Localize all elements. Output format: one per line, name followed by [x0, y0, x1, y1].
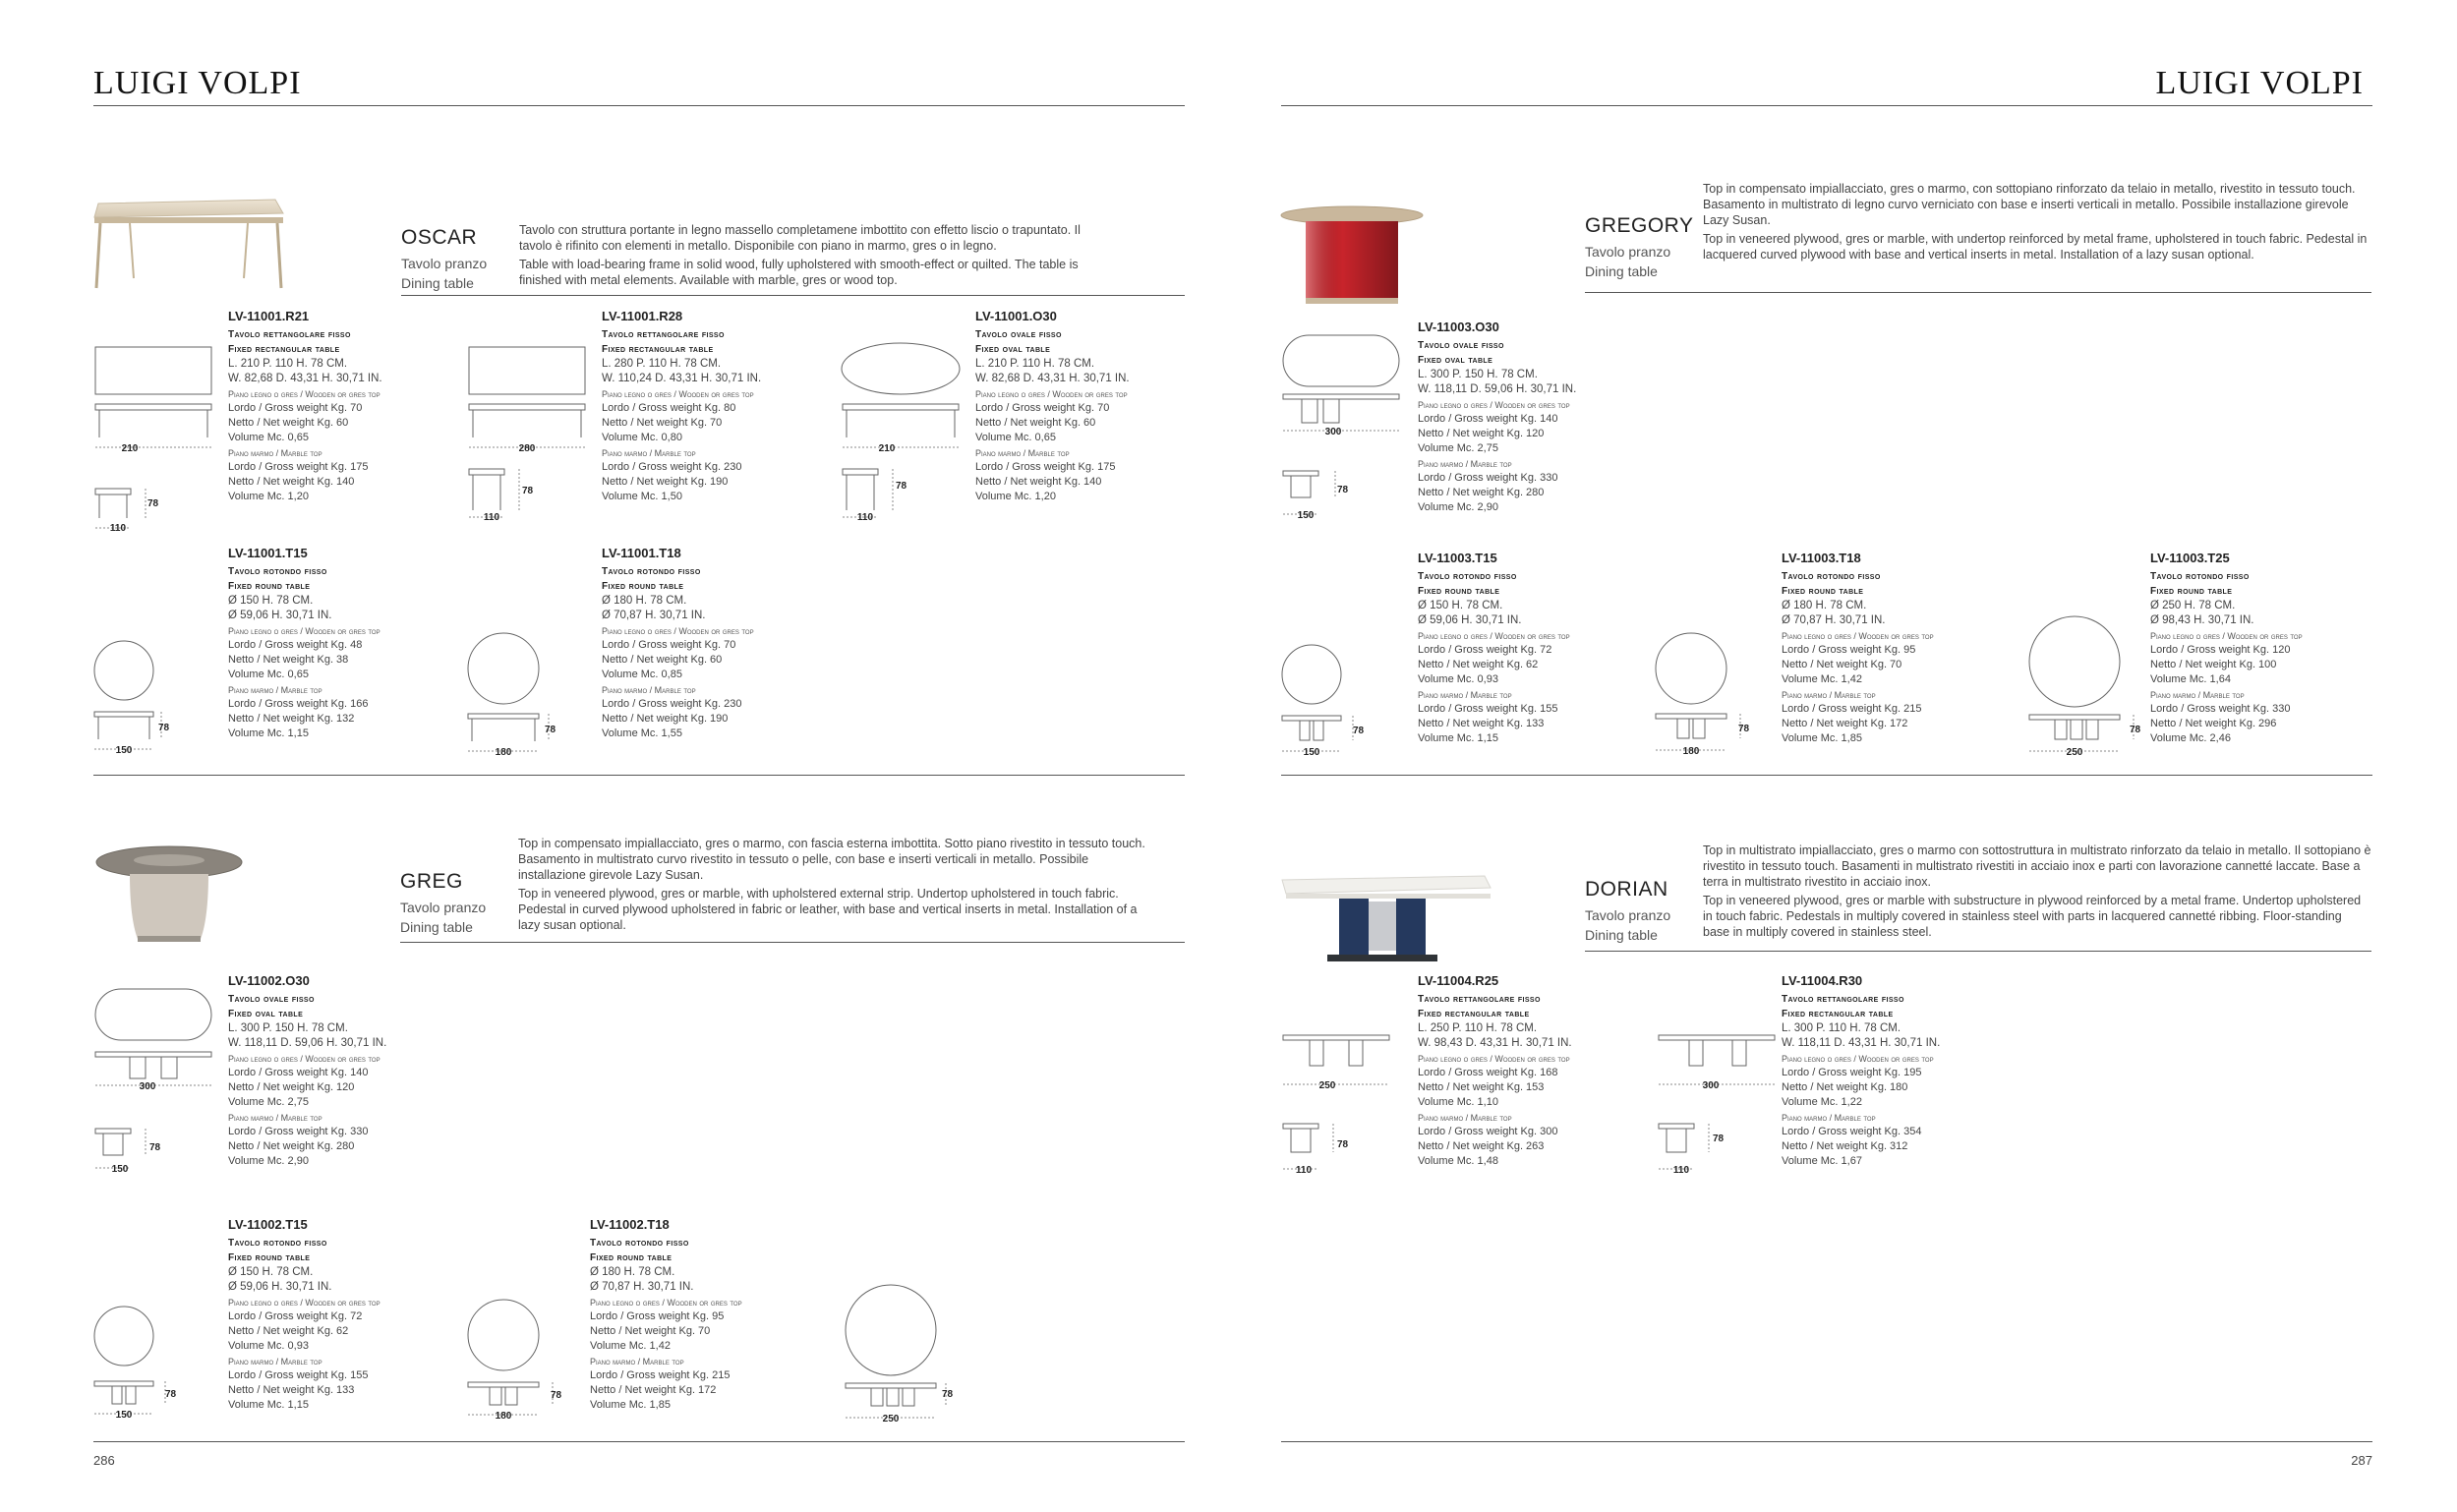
wood-gross: Lordo / Gross weight Kg. 72	[228, 1310, 363, 1322]
marble-volume: Volume Mc. 1,15	[228, 727, 309, 739]
sku-code: LV-11002.T15	[228, 1217, 308, 1232]
wood-net: Netto / Net weight Kg. 100	[2150, 659, 2277, 670]
dim-diameter: 250	[882, 1414, 900, 1425]
wood-top-label: Piano legno o gres / Wooden or gres top	[2150, 631, 2303, 641]
sku-r25d	[1418, 973, 1654, 1169]
wood-top-label: Piano legno o gres / Wooden or gres top	[602, 626, 754, 636]
marble-gross: Lordo / Gross weight Kg. 215	[590, 1369, 731, 1381]
type-it: Tavolo rettangolare fisso	[1418, 994, 1541, 1005]
dim-cm: L. 300 P. 150 H. 78 CM.	[228, 1022, 348, 1034]
wood-net: Netto / Net weight Kg. 62	[1418, 659, 1539, 670]
marble-volume: Volume Mc. 1,55	[602, 727, 682, 739]
dim-height: 78	[1738, 724, 1750, 734]
wood-top-label: Piano legno o gres / Wooden or gres top	[228, 1298, 380, 1308]
sku-code: LV-11001.R28	[602, 309, 683, 323]
type-it: Tavolo rotondo fisso	[2150, 571, 2250, 582]
product-name: DORIAN	[1585, 878, 1668, 901]
sku-code: LV-11004.R25	[1418, 973, 1499, 988]
product-sub-en: Dining table	[401, 275, 474, 291]
dim-height: 78	[896, 481, 907, 492]
dim-diameter: 250	[2066, 747, 2083, 758]
sku-t15c	[1418, 551, 1654, 746]
sku-code: LV-11004.R30	[1782, 973, 1863, 988]
marble-volume: Volume Mc. 2,90	[228, 1155, 309, 1167]
dim-height: 78	[1337, 485, 1349, 495]
dim-length: 300	[139, 1081, 156, 1092]
marble-gross: Lordo / Gross weight Kg. 215	[1782, 703, 1922, 715]
sku-o30b	[228, 973, 464, 1169]
dim-depth: 110	[1672, 1165, 1690, 1176]
dim-cm: L. 250 P. 110 H. 78 CM.	[1418, 1022, 1538, 1034]
desc-it: Top in multistrato impiallacciato, gres o marmo con sottostruttura in multistrato rinforzato da telaio in metallo. Il sottopiano è rivestito in tessuto touch. Basamenti in multistrato rivestiti in acciaio inox e parti con lavorazione cannetté laccate. Base a terra in multistrato rivestito in acciaio inox.	[1703, 843, 2371, 889]
drawing-r28	[464, 339, 592, 536]
marble-gross: Lordo / Gross weight Kg. 230	[602, 698, 742, 710]
sku-code: LV-11001.T15	[228, 546, 308, 560]
dim-height: 78	[545, 725, 556, 735]
wood-top-label: Piano legno o gres / Wooden or gres top	[1418, 631, 1570, 641]
drawing-t15a	[90, 637, 218, 760]
sku-o30a	[975, 309, 1211, 504]
product-sub-it: Tavolo pranzo	[400, 900, 487, 915]
desc-en: Table with load-bearing frame in solid wood, fully upholstered with smooth-effect or quilted. The table is finished with metal elements. Available with marble, gres or wood top.	[519, 258, 1079, 287]
type-en: Fixed round table	[1418, 586, 1500, 597]
drawing-t15b	[90, 1303, 218, 1425]
drawing-t18c	[1652, 629, 1760, 762]
wood-volume: Volume Mc. 2,75	[228, 1096, 309, 1108]
dim-depth: 150	[111, 1164, 129, 1175]
dim-height: 78	[149, 1142, 161, 1153]
marble-top-label: Piano marmo / Marble top	[228, 448, 322, 458]
wood-volume: Volume Mc. 1,42	[1782, 673, 1862, 685]
product-sub-it: Tavolo pranzo	[1585, 907, 1671, 923]
wood-net: Netto / Net weight Kg. 153	[1418, 1081, 1545, 1093]
dim-cm: L. 280 P. 110 H. 78 CM.	[602, 358, 722, 370]
dim-length: 300	[1324, 427, 1342, 437]
wood-net: Netto / Net weight Kg. 62	[228, 1325, 349, 1337]
brand-logo-left: LUIGI VOLPI	[93, 65, 302, 101]
dim-diameter: 150	[1303, 747, 1320, 758]
marble-top-label: Piano marmo / Marble top	[1418, 1113, 1512, 1123]
type-en: Fixed round table	[2150, 586, 2233, 597]
dim-depth: 150	[1297, 510, 1315, 521]
dorian-rule	[1585, 951, 2371, 952]
dim-height: 78	[942, 1389, 954, 1400]
sku-t18a	[602, 546, 838, 741]
greg-title-block	[400, 870, 508, 937]
sku-r28	[602, 309, 838, 504]
product-sub-it: Tavolo pranzo	[1585, 244, 1671, 260]
type-en: Fixed oval table	[228, 1009, 304, 1019]
marble-net: Netto / Net weight Kg. 140	[228, 476, 355, 488]
dim-in: Ø 70,87 H. 30,71 IN.	[602, 610, 706, 621]
sku-r21	[228, 309, 464, 504]
dim-cm: Ø 150 H. 78 CM.	[228, 595, 314, 607]
dim-diameter: 150	[115, 1410, 133, 1421]
marble-gross: Lordo / Gross weight Kg. 155	[228, 1369, 369, 1381]
dim-in: Ø 59,06 H. 30,71 IN.	[228, 610, 332, 621]
type-en: Fixed rectangular table	[1782, 1009, 1894, 1019]
wood-top-label: Piano legno o gres / Wooden or gres top	[228, 389, 380, 399]
marble-volume: Volume Mc. 2,90	[1418, 501, 1498, 513]
desc-it: Top in compensato impiallacciato, gres o marmo, con fascia esterna imbottita. Sotto piano rivestito in tessuto touch. Basamento in multistrato curvo rivestito in tessuto o pelle, con base e inserti verticali in metallo. Possibile installazione girevole Lazy Susan.	[518, 837, 1145, 882]
dim-length: 300	[1702, 1080, 1720, 1091]
marble-net: Netto / Net weight Kg. 312	[1782, 1140, 1908, 1152]
wood-gross: Lordo / Gross weight Kg. 95	[1782, 644, 1916, 656]
drawing-t15c	[1278, 641, 1376, 764]
marble-net: Netto / Net weight Kg. 140	[975, 476, 1102, 488]
marble-top-label: Piano marmo / Marble top	[228, 1357, 322, 1367]
drawing-o30c	[1278, 329, 1406, 526]
wood-gross: Lordo / Gross weight Kg. 95	[590, 1310, 725, 1322]
sku-code: LV-11003.T25	[2150, 551, 2230, 565]
oscar-section-rule	[93, 775, 1185, 776]
dim-depth: 110	[1295, 1165, 1313, 1176]
wood-gross: Lordo / Gross weight Kg. 72	[1418, 644, 1552, 656]
marble-top-label: Piano marmo / Marble top	[1782, 1113, 1876, 1123]
gregory-title-block	[1585, 214, 1693, 281]
marble-top-label: Piano marmo / Marble top	[590, 1357, 684, 1367]
type-it: Tavolo rotondo fisso	[1782, 571, 1881, 582]
marble-gross: Lordo / Gross weight Kg. 330	[228, 1126, 369, 1137]
footer-rule-right	[1281, 1441, 2372, 1442]
header-rule-right	[1281, 105, 2372, 106]
sku-t15a	[228, 546, 464, 741]
sku-code: LV-11001.T18	[602, 546, 681, 560]
dorian-photo	[1278, 870, 1494, 973]
marble-top-label: Piano marmo / Marble top	[2150, 690, 2245, 700]
dim-diameter: 180	[495, 1411, 512, 1422]
marble-volume: Volume Mc. 1,67	[1782, 1155, 1862, 1167]
wood-net: Netto / Net weight Kg. 70	[1782, 659, 1902, 670]
marble-net: Netto / Net weight Kg. 263	[1418, 1140, 1545, 1152]
brand-logo-right: LUIGI VOLPI	[2155, 65, 2364, 101]
marble-net: Netto / Net weight Kg. 132	[228, 713, 355, 725]
oscar-description	[519, 222, 1109, 291]
sku-t18c	[1782, 551, 2018, 746]
wood-net: Netto / Net weight Kg. 120	[228, 1081, 355, 1093]
wood-gross: Lordo / Gross weight Kg. 140	[1418, 413, 1558, 425]
sku-code: LV-11003.T15	[1418, 551, 1497, 565]
wood-net: Netto / Net weight Kg. 70	[602, 417, 723, 429]
type-it: Tavolo ovale fisso	[1418, 340, 1504, 351]
wood-volume: Volume Mc. 2,75	[1418, 442, 1498, 454]
marble-net: Netto / Net weight Kg. 280	[228, 1140, 355, 1152]
wood-top-label: Piano legno o gres / Wooden or gres top	[228, 1054, 380, 1064]
marble-gross: Lordo / Gross weight Kg. 330	[1418, 472, 1558, 484]
dim-diameter: 180	[1682, 746, 1700, 757]
dim-length: 210	[121, 443, 139, 454]
dim-height: 78	[1353, 726, 1365, 736]
marble-top-label: Piano marmo / Marble top	[975, 448, 1070, 458]
dim-in: W. 98,43 D. 43,31 H. 30,71 IN.	[1418, 1037, 1572, 1049]
dim-cm: L. 300 P. 110 H. 78 CM.	[1782, 1022, 1901, 1034]
product-sub-en: Dining table	[1585, 263, 1658, 279]
dim-in: W. 118,11 D. 59,06 H. 30,71 IN.	[1418, 383, 1577, 395]
marble-net: Netto / Net weight Kg. 296	[2150, 718, 2277, 729]
dim-cm: L. 210 P. 110 H. 78 CM.	[228, 358, 348, 370]
marble-volume: Volume Mc. 1,48	[1418, 1155, 1498, 1167]
wood-volume: Volume Mc. 0,65	[975, 432, 1056, 443]
dim-height: 78	[551, 1390, 562, 1401]
desc-it: Top in compensato impiallacciato, gres o marmo, con sottopiano rinforzato da telaio in metallo, rivestito in tessuto touch. Basamento in multistrato di legno curvo verniciato con base e inserti verticali in metallo. Possibile installazione girevole Lazy Susan.	[1703, 182, 2356, 227]
product-sub-en: Dining table	[1585, 927, 1658, 943]
dim-in: W. 118,11 D. 43,31 H. 30,71 IN.	[1782, 1037, 1941, 1049]
gregory-photo	[1278, 202, 1426, 315]
oscar-title-block	[401, 226, 509, 293]
type-it: Tavolo rotondo fisso	[228, 1238, 327, 1249]
dim-height: 78	[1337, 1139, 1349, 1150]
wood-gross: Lordo / Gross weight Kg. 70	[228, 402, 363, 414]
dim-in: W. 82,68 D. 43,31 H. 30,71 IN.	[228, 373, 382, 384]
sku-code: LV-11001.R21	[228, 309, 310, 323]
dim-in: W. 110,24 D. 43,31 H. 30,71 IN.	[602, 373, 762, 384]
marble-top-label: Piano marmo / Marble top	[602, 448, 696, 458]
wood-gross: Lordo / Gross weight Kg. 120	[2150, 644, 2291, 656]
sku-t15b	[228, 1217, 464, 1413]
dim-length: 250	[1318, 1080, 1336, 1091]
dim-in: W. 82,68 D. 43,31 H. 30,71 IN.	[975, 373, 1130, 384]
wood-net: Netto / Net weight Kg. 70	[590, 1325, 711, 1337]
greg-description	[518, 836, 1157, 936]
wood-top-label: Piano legno o gres / Wooden or gres top	[975, 389, 1128, 399]
wood-top-label: Piano legno o gres / Wooden or gres top	[228, 626, 380, 636]
marble-volume: Volume Mc. 1,85	[1782, 732, 1862, 744]
dim-diameter: 180	[495, 747, 512, 758]
dim-in: Ø 59,06 H. 30,71 IN.	[228, 1281, 332, 1293]
type-en: Fixed round table	[590, 1252, 673, 1263]
desc-en: Top in veneered plywood, gres or marble, with undertop reinforced by metal frame, upholstered in touch fabric. Pedestal in lacquered curved plywood with base and vertical inserts in metal. Installation of a lazy susan optional.	[1703, 232, 2368, 262]
marble-top-label: Piano marmo / Marble top	[228, 1113, 322, 1123]
marble-net: Netto / Net weight Kg. 280	[1418, 487, 1545, 498]
wood-top-label: Piano legno o gres / Wooden or gres top	[1782, 1054, 1934, 1064]
type-it: Tavolo rettangolare fisso	[1782, 994, 1904, 1005]
wood-volume: Volume Mc. 0,65	[228, 669, 309, 680]
wood-top-label: Piano legno o gres / Wooden or gres top	[1418, 1054, 1570, 1064]
marble-volume: Volume Mc. 1,85	[590, 1399, 671, 1411]
product-name: OSCAR	[401, 226, 478, 249]
marble-net: Netto / Net weight Kg. 190	[602, 713, 729, 725]
type-it: Tavolo rettangolare fisso	[602, 329, 725, 340]
wood-top-label: Piano legno o gres / Wooden or gres top	[1418, 400, 1570, 410]
marble-gross: Lordo / Gross weight Kg. 330	[2150, 703, 2291, 715]
dim-cm: Ø 180 H. 78 CM.	[590, 1266, 675, 1278]
sku-code: LV-11003.T18	[1782, 551, 1861, 565]
marble-top-label: Piano marmo / Marble top	[602, 685, 696, 695]
drawing-o30b	[90, 983, 218, 1180]
type-en: Fixed rectangular table	[1418, 1009, 1530, 1019]
desc-en: Top in veneered plywood, gres or marble, with upholstered external strip. Undertop upholstered in touch fabric. Pedestal in curved plywood upholstered in fabric or leather, with base and vertical inserts in metal. Installation of a lazy susan optional.	[518, 887, 1138, 932]
page-number-left: 286	[93, 1453, 115, 1468]
gregory-description	[1703, 181, 2371, 265]
greg-photo	[90, 841, 248, 954]
oscar-rule	[401, 295, 1185, 296]
wood-net: Netto / Net weight Kg. 180	[1782, 1081, 1908, 1093]
type-it: Tavolo rotondo fisso	[228, 566, 327, 577]
wood-net: Netto / Net weight Kg. 60	[602, 654, 723, 666]
marble-gross: Lordo / Gross weight Kg. 354	[1782, 1126, 1922, 1137]
wood-gross: Lordo / Gross weight Kg. 168	[1418, 1067, 1558, 1078]
dim-in: Ø 70,87 H. 30,71 IN.	[590, 1281, 694, 1293]
dim-cm: Ø 180 H. 78 CM.	[602, 595, 687, 607]
marble-net: Netto / Net weight Kg. 172	[1782, 718, 1908, 729]
type-en: Fixed rectangular table	[602, 344, 714, 355]
dim-height: 78	[165, 1389, 177, 1400]
product-sub-en: Dining table	[400, 919, 473, 935]
marble-net: Netto / Net weight Kg. 172	[590, 1384, 717, 1396]
dim-height: 78	[522, 486, 534, 496]
drawing-r21	[90, 339, 218, 536]
wood-net: Netto / Net weight Kg. 60	[228, 417, 349, 429]
marble-top-label: Piano marmo / Marble top	[1418, 690, 1512, 700]
marble-top-label: Piano marmo / Marble top	[1418, 459, 1512, 469]
drawing-t25c	[2025, 614, 2153, 762]
footer-rule-left	[93, 1441, 1185, 1442]
marble-volume: Volume Mc. 2,46	[2150, 732, 2231, 744]
type-it: Tavolo rotondo fisso	[602, 566, 701, 577]
wood-volume: Volume Mc. 0,93	[228, 1340, 309, 1352]
desc-en: Top in veneered plywood, gres or marble with substructure in plywood reinforced by a metal frame. Undertop upholstered in touch fabric. Pedestals in multiply covered in stainless steel with parts in lacquered cannetté ribbing. Floor-standing base in multiply covered in stainless steel.	[1703, 894, 2362, 939]
type-en: Fixed oval table	[1418, 355, 1493, 366]
dim-length: 210	[878, 443, 896, 454]
type-en: Fixed oval table	[975, 344, 1051, 355]
sku-t18b	[590, 1217, 826, 1413]
marble-gross: Lordo / Gross weight Kg. 175	[228, 461, 369, 473]
dim-cm: Ø 250 H. 78 CM.	[2150, 600, 2236, 611]
dim-length: 280	[518, 443, 536, 454]
type-en: Fixed round table	[228, 581, 311, 592]
wood-volume: Volume Mc. 1,42	[590, 1340, 671, 1352]
marble-net: Netto / Net weight Kg. 133	[228, 1384, 355, 1396]
wood-gross: Lordo / Gross weight Kg. 140	[228, 1067, 369, 1078]
type-en: Fixed round table	[602, 581, 684, 592]
wood-net: Netto / Net weight Kg. 120	[1418, 428, 1545, 439]
oscar-photo	[90, 192, 287, 295]
wood-top-label: Piano legno o gres / Wooden or gres top	[602, 389, 754, 399]
wood-volume: Volume Mc. 0,80	[602, 432, 682, 443]
sku-t25c	[2150, 551, 2386, 746]
marble-volume: Volume Mc. 1,15	[228, 1399, 309, 1411]
marble-volume: Volume Mc. 1,20	[228, 491, 309, 502]
wood-volume: Volume Mc. 0,65	[228, 432, 309, 443]
dim-height: 78	[158, 723, 170, 733]
marble-net: Netto / Net weight Kg. 133	[1418, 718, 1545, 729]
marble-gross: Lordo / Gross weight Kg. 155	[1418, 703, 1558, 715]
type-en: Fixed round table	[1782, 586, 1864, 597]
marble-net: Netto / Net weight Kg. 190	[602, 476, 729, 488]
dim-depth: 110	[483, 512, 500, 523]
dim-in: Ø 98,43 H. 30,71 IN.	[2150, 614, 2254, 626]
marble-top-label: Piano marmo / Marble top	[1782, 690, 1876, 700]
drawing-r30d	[1654, 1027, 1782, 1185]
dim-height: 78	[147, 498, 159, 509]
type-it: Tavolo rettangolare fisso	[228, 329, 351, 340]
wood-volume: Volume Mc. 1,10	[1418, 1096, 1498, 1108]
wood-gross: Lordo / Gross weight Kg. 195	[1782, 1067, 1922, 1078]
drawing-t18a	[464, 629, 592, 762]
type-en: Fixed round table	[228, 1252, 311, 1263]
dim-depth: 110	[109, 523, 127, 534]
sku-code: LV-11001.O30	[975, 309, 1057, 323]
dorian-description	[1703, 843, 2371, 943]
gregory-rule	[1585, 292, 2371, 293]
product-name: GREGORY	[1585, 214, 1694, 237]
sku-code: LV-11003.O30	[1418, 320, 1499, 334]
wood-gross: Lordo / Gross weight Kg. 48	[228, 639, 363, 651]
marble-volume: Volume Mc. 1,50	[602, 491, 682, 502]
product-sub-it: Tavolo pranzo	[401, 256, 488, 271]
sku-code: LV-11002.T18	[590, 1217, 670, 1232]
header-rule-left	[93, 105, 1185, 106]
wood-gross: Lordo / Gross weight Kg. 80	[602, 402, 736, 414]
wood-gross: Lordo / Gross weight Kg. 70	[602, 639, 736, 651]
dim-height: 78	[2130, 725, 2141, 735]
wood-net: Netto / Net weight Kg. 60	[975, 417, 1096, 429]
drawing-t25b	[844, 1283, 971, 1430]
sku-r30d	[1782, 973, 2018, 1169]
dim-height: 78	[1713, 1134, 1725, 1144]
type-it: Tavolo rotondo fisso	[590, 1238, 689, 1249]
marble-gross: Lordo / Gross weight Kg. 166	[228, 698, 369, 710]
wood-volume: Volume Mc. 0,93	[1418, 673, 1498, 685]
dim-in: Ø 59,06 H. 30,71 IN.	[1418, 614, 1522, 626]
wood-gross: Lordo / Gross weight Kg. 70	[975, 402, 1110, 414]
wood-volume: Volume Mc. 1,64	[2150, 673, 2231, 685]
marble-gross: Lordo / Gross weight Kg. 230	[602, 461, 742, 473]
type-it: Tavolo rotondo fisso	[1418, 571, 1517, 582]
greg-rule	[400, 942, 1185, 943]
dim-depth: 110	[856, 512, 874, 523]
drawing-t18b	[464, 1296, 592, 1428]
type-it: Tavolo ovale fisso	[975, 329, 1062, 340]
dim-cm: L. 300 P. 150 H. 78 CM.	[1418, 369, 1538, 380]
dim-cm: Ø 150 H. 78 CM.	[1418, 600, 1503, 611]
wood-net: Netto / Net weight Kg. 38	[228, 654, 349, 666]
dim-cm: Ø 150 H. 78 CM.	[228, 1266, 314, 1278]
wood-volume: Volume Mc. 0,85	[602, 669, 682, 680]
product-name: GREG	[400, 870, 463, 893]
wood-top-label: Piano legno o gres / Wooden or gres top	[1782, 631, 1934, 641]
marble-gross: Lordo / Gross weight Kg. 175	[975, 461, 1116, 473]
dim-cm: Ø 180 H. 78 CM.	[1782, 600, 1867, 611]
wood-top-label: Piano legno o gres / Wooden or gres top	[590, 1298, 742, 1308]
gregory-section-rule	[1281, 775, 2372, 776]
type-en: Fixed rectangular table	[228, 344, 340, 355]
marble-volume: Volume Mc. 1,15	[1418, 732, 1498, 744]
dorian-title-block	[1585, 878, 1693, 945]
drawing-o30a	[838, 339, 965, 536]
marble-volume: Volume Mc. 1,20	[975, 491, 1056, 502]
dim-in: Ø 70,87 H. 30,71 IN.	[1782, 614, 1886, 626]
dim-cm: L. 210 P. 110 H. 78 CM.	[975, 358, 1095, 370]
page-number-right: 287	[2351, 1453, 2372, 1468]
sku-o30c	[1418, 320, 1654, 515]
dim-diameter: 150	[115, 745, 133, 756]
desc-it: Tavolo con struttura portante in legno massello completamene imbottito con effetto liscio o trapuntato. Il tavolo è rifinito con elementi in metallo. Disponibile con piano in marmo, gres o in legno.	[519, 223, 1081, 253]
sku-code: LV-11002.O30	[228, 973, 310, 988]
marble-gross: Lordo / Gross weight Kg. 300	[1418, 1126, 1558, 1137]
type-it: Tavolo ovale fisso	[228, 994, 315, 1005]
dim-in: W. 118,11 D. 59,06 H. 30,71 IN.	[228, 1037, 387, 1049]
wood-volume: Volume Mc. 1,22	[1782, 1096, 1862, 1108]
marble-top-label: Piano marmo / Marble top	[228, 685, 322, 695]
drawing-r25d	[1278, 1027, 1406, 1185]
